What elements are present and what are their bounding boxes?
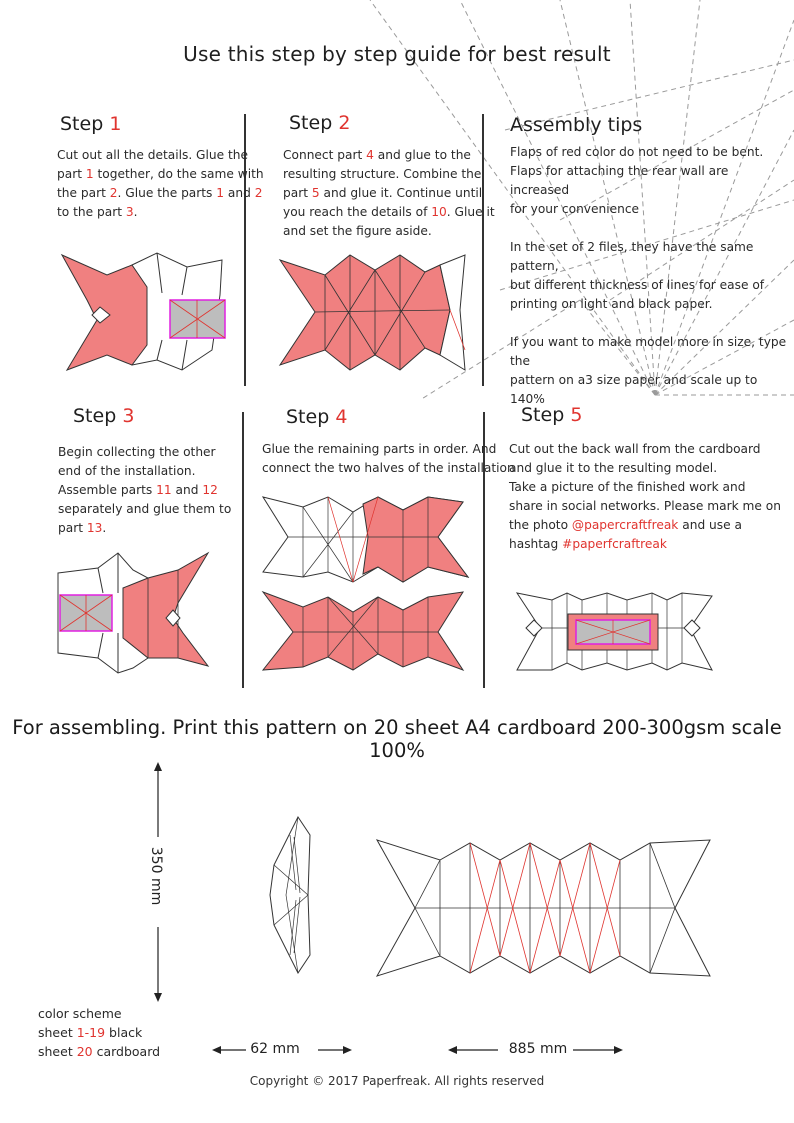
legend-label: sheet — [38, 1044, 77, 1059]
assembling-title: For assembling. Print this pattern on 20 sheet A4 cardboard 200-300gsm scale 100% — [12, 716, 782, 762]
legend-range: 1-19 — [76, 1025, 106, 1040]
width-dimension-label: 885 mm — [508, 1041, 568, 1057]
text-segment: part — [57, 167, 86, 181]
step-text-line — [57, 184, 264, 203]
tip-line: pattern on a3 size paper and scale up to 140% — [510, 373, 758, 406]
text-segment: . — [133, 205, 138, 219]
step-2-text — [283, 146, 495, 241]
legend-range: 20 — [76, 1044, 93, 1059]
step-label: Step — [73, 405, 117, 427]
assembly-tips-text — [510, 143, 790, 409]
step-text-line — [57, 165, 264, 184]
legend-row — [38, 1023, 160, 1042]
tip-paragraph-3 — [510, 333, 790, 409]
text-segment: to the part — [57, 205, 126, 219]
step-number: 1 — [109, 113, 122, 135]
assembly-tips-heading: Assembly tips — [510, 114, 643, 136]
height-dimension-label: 350 mm — [148, 846, 164, 906]
legend-row — [38, 1042, 160, 1061]
part-number: 2 — [109, 186, 118, 200]
step-3-heading — [73, 405, 134, 427]
copyright-text: Copyright © 2017 Paperfreak. All rights reserved — [249, 1074, 545, 1088]
text-segment: . — [102, 521, 107, 535]
tip-line: printing on light and black paper. — [510, 297, 713, 311]
step-text-line — [57, 146, 264, 165]
step-text-line — [58, 519, 231, 538]
part-number: 2 — [254, 186, 263, 200]
step-number: 4 — [335, 406, 348, 428]
part-number: 5 — [311, 186, 320, 200]
step-text-line — [283, 184, 495, 203]
step-1-heading — [60, 113, 121, 135]
text-segment: . Glue the parts — [117, 186, 217, 200]
step-label: Step — [289, 112, 333, 134]
step-text-line — [509, 440, 781, 459]
text-segment: the part — [57, 186, 110, 200]
depth-dimension-label: 62 mm — [250, 1041, 300, 1057]
step-text-line — [283, 146, 495, 165]
text-segment: Assemble parts — [58, 483, 157, 497]
part-number: 12 — [202, 483, 218, 497]
text-segment: and glue it. Continue until — [319, 186, 483, 200]
step-1-illustration — [62, 245, 232, 375]
text-segment: . Glue it — [446, 205, 495, 219]
tip-line: In the set of 2 files, they have the same pattern, — [510, 240, 754, 273]
step-text-line — [58, 462, 231, 481]
text-segment: hashtag — [509, 537, 563, 551]
part-number: 4 — [366, 148, 374, 162]
page-title: Use this step by step guide for best result — [183, 42, 611, 66]
tip-line: Flaps for attaching the rear wall are increased — [510, 164, 729, 197]
text-segment: and set the figure aside. — [283, 224, 432, 238]
step-label: Step — [60, 113, 104, 135]
text-segment: part — [283, 186, 312, 200]
step-label: Step — [286, 406, 330, 428]
tip-line: for your convenience — [510, 202, 640, 216]
step-text-line — [509, 516, 781, 535]
step-text-line — [283, 165, 495, 184]
legend-label: sheet — [38, 1025, 77, 1040]
legend-value: cardboard — [92, 1044, 161, 1059]
text-segment: the photo — [509, 518, 572, 532]
text-segment: and glue to the — [373, 148, 471, 162]
text-segment: Glue the remaining parts in order. And — [262, 442, 497, 456]
step-2-heading — [289, 112, 350, 134]
text-segment: resulting structure. Combine the — [283, 167, 482, 181]
step-4-heading — [286, 406, 347, 428]
step-1-text — [57, 146, 264, 222]
text-segment: separately and glue them to — [58, 502, 232, 516]
step-4-text — [262, 440, 515, 478]
color-scheme-legend — [38, 1004, 160, 1061]
text-segment: part — [58, 521, 87, 535]
part-number: 10 — [431, 205, 447, 219]
step-label: Step — [521, 404, 565, 426]
tip-line: If you want to make model more in size, type the — [510, 335, 787, 368]
step-3-illustration — [58, 548, 243, 678]
text-segment: Cut out the back wall from the cardboard — [509, 442, 761, 456]
step-5-illustration — [512, 588, 722, 678]
step-text-line — [509, 535, 781, 554]
text-segment: Cut out all the details. Glue the — [57, 148, 248, 162]
part-number: 3 — [125, 205, 134, 219]
step-2-illustration — [275, 250, 475, 375]
step-text-line — [509, 497, 781, 516]
step-number: 2 — [338, 112, 351, 134]
step-text-line — [58, 443, 231, 462]
part-number: #paperfcraftreak — [562, 537, 667, 551]
tip-paragraph-2 — [510, 238, 790, 314]
text-segment: and — [224, 186, 255, 200]
step-text-line — [262, 440, 515, 459]
tip-paragraph-1 — [510, 143, 790, 219]
text-segment: end of the installation. — [58, 464, 196, 478]
part-number: 1 — [85, 167, 94, 181]
text-segment: you reach the details of — [283, 205, 432, 219]
text-segment: share in social networks. Please mark me on — [509, 499, 781, 513]
text-segment: Connect part — [283, 148, 367, 162]
step-3-text — [58, 443, 231, 538]
tip-line: but different thickness of lines for ease of — [510, 278, 765, 292]
part-number: 1 — [216, 186, 225, 200]
part-number: 11 — [156, 483, 172, 497]
tip-line: Flaps of red color do not need to be bent. — [510, 145, 764, 159]
step-4-illustration — [258, 492, 473, 672]
step-text-line — [283, 203, 495, 222]
step-text-line — [509, 478, 781, 497]
step-text-line — [58, 481, 231, 500]
text-segment: Take a picture of the finished work and — [509, 480, 746, 494]
part-number: @papercraftfreak — [571, 518, 679, 532]
text-segment: and use a — [678, 518, 742, 532]
legend-title: color scheme — [38, 1006, 122, 1021]
step-text-line — [57, 203, 264, 222]
step-5-text — [509, 440, 781, 554]
step-number: 5 — [570, 404, 583, 426]
step-text-line — [262, 459, 515, 478]
step-text-line — [58, 500, 231, 519]
step-text-line — [283, 222, 495, 241]
step-number: 3 — [122, 405, 135, 427]
text-segment: and glue it to the resulting model. — [509, 461, 718, 475]
text-segment: and — [171, 483, 203, 497]
side-view-pattern — [268, 815, 313, 975]
step-text-line — [509, 459, 781, 478]
legend-value: black — [105, 1025, 143, 1040]
front-view-pattern — [375, 838, 715, 978]
text-segment: Begin collecting the other — [58, 445, 216, 459]
text-segment: together, do the same with — [93, 167, 264, 181]
text-segment: connect the two halves of the installation — [262, 461, 515, 475]
part-number: 13 — [86, 521, 103, 535]
